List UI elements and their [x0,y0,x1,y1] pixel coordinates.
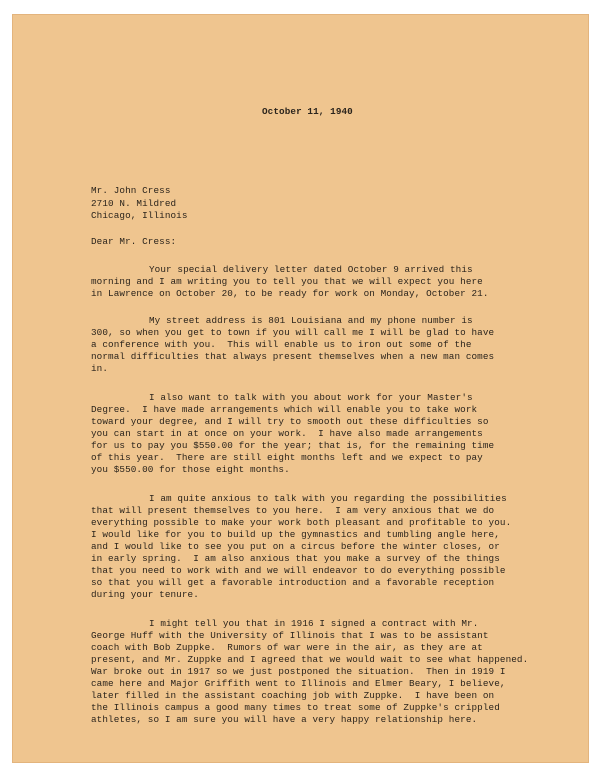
address-line: Chicago, Illinois [91,210,188,221]
paragraph-line: My street address is 801 Louisiana and my phone number is [149,315,473,326]
paragraph-line: present, and Mr. Zuppke and I agreed that we would wait to see what happened. [91,654,529,665]
paragraph-line: during your tenure. [91,589,199,600]
paragraph-line: George Huff with the University of Illinois that I was to be assistant [91,630,489,641]
paragraph-line: that will present themselves to you here. I am very anxious that we do [91,505,495,516]
letter-page [12,14,589,763]
paragraph-line: I would like for you to build up the gymnastics and tumbling angle here, [91,529,500,540]
paragraph-line: you can start in at once on your work. I have also made arrangements [91,428,483,439]
letter-body [12,14,589,763]
paragraph-line: Degree. I have made arrangements which will enable you to take work [91,404,478,415]
paragraph-line: for us to pay you $550.00 for the year; that is, for the remaining time [91,440,495,451]
paragraph-line: later filled in the assistant coaching job with Zuppke. I have been on [91,690,495,701]
address-line: 2710 N. Mildred [91,198,177,209]
paragraph-line: Your special delivery letter dated October 9 arrived this [149,264,473,275]
paragraph-line: normal difficulties that always present themselves when a new man comes [91,351,495,362]
paragraph-line: came here and Major Griffith went to Illinois and Elmer Beary, I believe, [91,678,506,689]
paragraph-line: coach with Bob Zuppke. Rumors of war were in the air, as they are at [91,642,483,653]
paragraph-line: I might tell you that in 1916 I signed a contract with Mr. [149,618,479,629]
paragraph-line: of this year. There are still eight months left and we expect to pay [91,452,483,463]
paragraph-line: I am quite anxious to talk with you regarding the possibilities [149,493,507,504]
paragraph-line: a conference with you. This will enable us to iron out some of the [91,339,472,350]
salutation: Dear Mr. Cress: [91,236,177,247]
paragraph-line: that you need to work with and we will endeavor to do everything possible [91,565,506,576]
paragraph-line: so that you will get a favorable introduction and a favorable reception [91,577,495,588]
paragraph-line: toward your degree, and I will try to smooth out these difficulties so [91,416,489,427]
paragraph-line: in early spring. I am also anxious that you make a survey of the things [91,553,500,564]
paragraph-line: and I would like to see you put on a circus before the winter closes, or [91,541,500,552]
paragraph-line: the Illinois campus a good many times to treat some of Zuppke's crippled [91,702,500,713]
paragraph-line: morning and I am writing you to tell you that we will expect you here [91,276,483,287]
paragraph-line: you $550.00 for those eight months. [91,464,290,475]
address-line: Mr. John Cress [91,185,171,196]
paragraph-line: 300, so when you get to town if you will call me I will be glad to have [91,327,495,338]
paragraph-line: in Lawrence on October 20, to be ready for work on Monday, October 21. [91,288,489,299]
paragraph-line: I also want to talk with you about work for your Master's [149,392,473,403]
paragraph-line: everything possible to make your work both pleasant and profitable to you. [91,517,512,528]
letter-date: October 11, 1940 [262,106,353,117]
paragraph-line: athletes, so I am sure you will have a very happy relationship here. [91,714,478,725]
paragraph-line: War broke out in 1917 so we just postponed the situation. Then in 1919 I [91,666,506,677]
paragraph-line: in. [91,363,109,374]
